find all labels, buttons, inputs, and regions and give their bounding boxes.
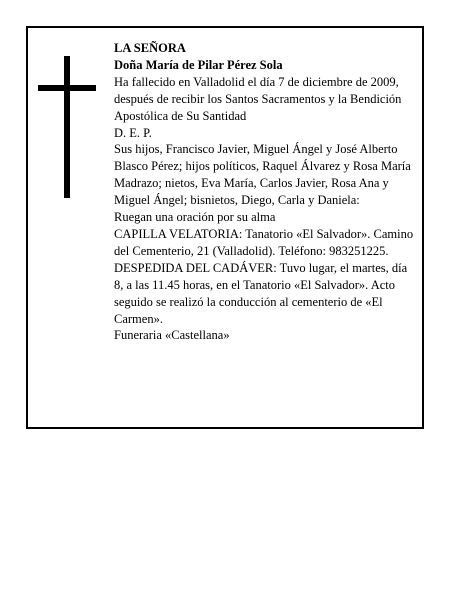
notice-heading: LA SEÑORA	[114, 41, 186, 55]
farewell-info: DESPEDIDA DEL CADÁVER: Tuvo lugar, el martes, día 8, a las 11.45 horas, en el Tanatorio «El Salvador». Acto seguido se realizó la conducción al cementerio de «El Carmen».	[114, 260, 408, 326]
deceased-name: Doña María de Pilar Pérez Sola	[114, 57, 283, 72]
passing-announcement: Ha fallecido en Valladolid el día 7 de diciembre de 2009, después de recibir los Santos Sacramentos y la Bendición Apostólica de Su Santidad	[114, 74, 402, 123]
obituary-notice	[26, 26, 424, 429]
cross-horizontal-bar	[38, 85, 96, 91]
rip-text: D. E. P.	[114, 125, 152, 140]
cross-vertical-bar	[64, 56, 70, 198]
obituary-text	[114, 40, 418, 344]
family-list: Sus hijos, Francisco Javier, Miguel Ángel y José Alberto Blasco Pérez; hijos políticos, Raquel Álvarez y Rosa María Madrazo; nietos, Eva María, Carlos Javier, Rosa Ana y Miguel Ángel; bisnietos, Diego, Carla y Daniela:	[114, 142, 411, 208]
chapel-info: CAPILLA VELATORIA: Tanatorio «El Salvador». Camino del Cementerio, 21 (Valladolid). Teléfono: 983251225.	[114, 226, 414, 258]
cross-icon	[38, 56, 96, 198]
prayer-request: Ruegan una oración por su alma	[114, 210, 276, 225]
funeral-home: Funeraria «Castellana»	[114, 328, 230, 343]
